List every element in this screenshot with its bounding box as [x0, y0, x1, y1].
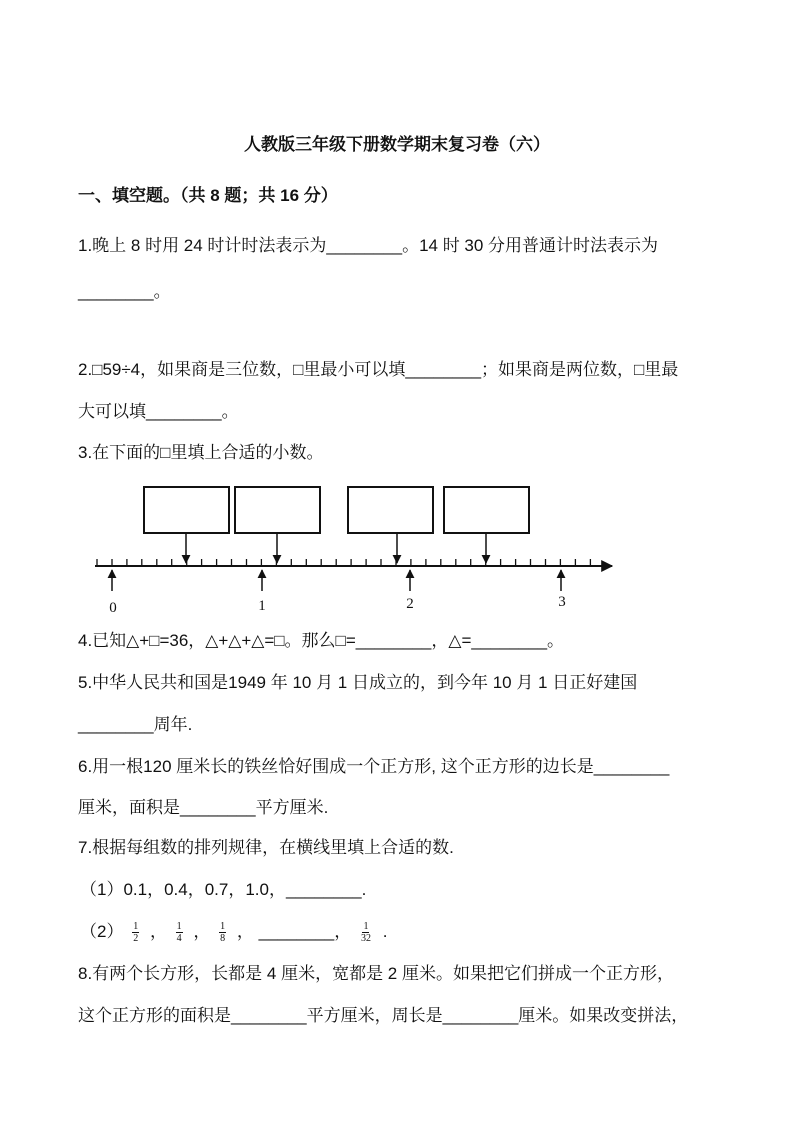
answer-box-2	[235, 487, 320, 533]
tick-marks	[97, 559, 590, 566]
section-heading: 一、填空题。（共 8 题；共 16 分）	[78, 186, 338, 205]
answer-box-4	[444, 487, 529, 533]
question-2-line-2: 大可以填________。	[78, 402, 239, 421]
question-1-line-2: ________。	[78, 282, 171, 301]
question-7-text: 7.根据每组数的排列规律，在横线里填上合适的数.	[78, 838, 454, 857]
separator: ，	[193, 922, 211, 941]
part-2-label: （2）	[80, 922, 124, 941]
question-7-part-1: （1）0.1，0.4，0.7，1.0，________.	[80, 880, 367, 899]
question-3-text: 3.在下面的□里填上合适的小数。	[78, 443, 324, 462]
page-title: 人教版三年级下册数学期末复习卷（六）	[244, 135, 550, 154]
separator: ，	[334, 922, 352, 941]
answer-box-1	[144, 487, 229, 533]
number-line-label-2: 2	[406, 596, 414, 612]
question-6-line-1: 6.用一根120 厘米长的铁丝恰好围成一个正方形, 这个正方形的边长是________	[78, 757, 670, 776]
question-6-line-2: 厘米，面积是________平方厘米.	[78, 798, 329, 817]
fraction-1-denominator: 2	[133, 933, 139, 945]
fraction-2-numerator: 1	[176, 921, 182, 933]
end-period: .	[382, 922, 388, 941]
question-8-line-2: 这个正方形的面积是________平方厘米，周长是________厘米。如果改变拼法，	[78, 1006, 689, 1025]
question-5-line-2: ________周年.	[78, 715, 193, 734]
fraction-3-numerator: 1	[220, 921, 226, 933]
fraction-4	[360, 921, 372, 944]
answer-box-3	[348, 487, 433, 533]
answer-blank: ________	[258, 922, 335, 941]
fraction-4-denominator: 32	[360, 933, 371, 945]
fraction-1	[132, 921, 139, 944]
fraction-3-denominator: 8	[220, 933, 226, 945]
fraction-2-denominator: 4	[176, 933, 182, 945]
separator: ，	[149, 922, 167, 941]
separator: ，	[236, 922, 254, 941]
fraction-1-numerator: 1	[133, 921, 139, 933]
number-line-label-3: 3	[558, 594, 566, 610]
number-line-figure	[0, 470, 794, 620]
question-8-line-1: 8.有两个长方形，长都是 4 厘米，宽都是 2 厘米。如果把它们拼成一个正方形，	[78, 964, 674, 983]
number-line-label-1: 1	[258, 598, 266, 614]
number-line-label-0: 0	[109, 600, 117, 616]
question-7-part-2	[80, 917, 387, 947]
question-2-line-1: 2.□59÷4，如果商是三位数，□里最小可以填________；如果商是两位数，□里最	[78, 360, 679, 379]
question-4-text: 4.已知△+□=36，△+△+△=□。那么□=________，△=________。	[78, 631, 565, 650]
question-1-line-1: 1.晚上 8 时用 24 时计时法表示为________。14 时 30 分用普通计时法表示为	[78, 236, 659, 255]
fraction-3	[219, 921, 226, 944]
fraction-4-numerator: 1	[363, 921, 369, 933]
fraction-2	[176, 921, 183, 944]
question-5-line-1: 5.中华人民共和国是1949 年 10 月 1 日成立的，到今年 10 月 1 日正好建国	[78, 673, 638, 692]
